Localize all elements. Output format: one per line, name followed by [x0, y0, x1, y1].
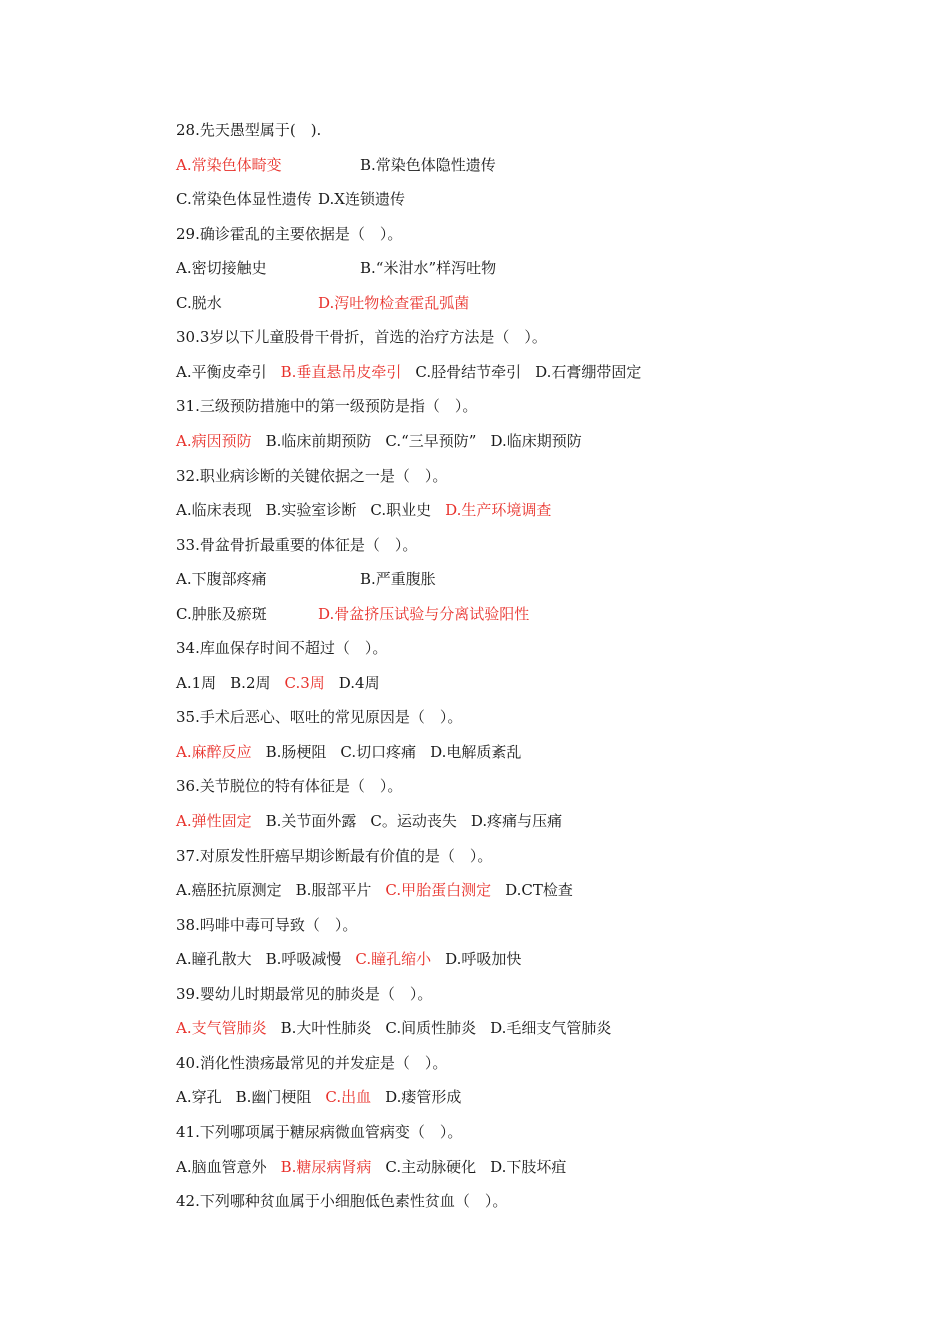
- option-row: [176, 602, 543, 626]
- option: A.平衡皮牵引: [176, 362, 267, 381]
- option-row: [176, 671, 394, 695]
- answer-option: D.生产环境调查: [445, 501, 552, 520]
- option: D.呼吸加快: [445, 950, 522, 969]
- option: A.癌胚抗原测定: [176, 881, 282, 900]
- option: B.服部平片: [295, 881, 372, 900]
- option-row: [176, 947, 535, 971]
- option-row: [176, 1155, 580, 1179]
- answer-option: A.支气管肺炎: [176, 1019, 267, 1038]
- answer-option: B.糖尿病肾病: [280, 1157, 372, 1176]
- answer-option: C.3周: [284, 673, 325, 692]
- option: D.石膏绷带固定: [535, 362, 642, 381]
- option: D.X连锁遗传: [318, 190, 405, 209]
- option: D.临床期预防: [490, 431, 582, 450]
- option: A.瞳孔散大: [176, 950, 252, 969]
- answer-option: A.病因预防: [176, 431, 252, 450]
- option: A.密切接触史: [176, 259, 267, 278]
- question-stem: 39.婴幼儿时期最常见的肺炎是（ ）。: [176, 984, 433, 1003]
- option: B.关节面外露: [265, 812, 357, 830]
- option: C.切口疼痛: [340, 742, 417, 761]
- option: C.职业史: [370, 501, 432, 520]
- question-stem: 40.消化性溃疡最常见的并发症是（ ）。: [176, 1053, 448, 1072]
- option: D.毛细支气管肺炎: [490, 1019, 612, 1038]
- option: C。运动丧失: [370, 812, 457, 830]
- option: C.常染色体显性遗传: [176, 190, 312, 209]
- option-row: [176, 1085, 475, 1109]
- option: B.“米泔水”样泻吐物: [360, 259, 497, 278]
- answer-option: C.出血: [325, 1088, 372, 1107]
- question-stem: 29.确诊霍乱的主要依据是（ ）。: [176, 224, 403, 243]
- answer-option: C.甲胎蛋白测定: [385, 881, 492, 900]
- option: A.临床表现: [176, 501, 252, 520]
- option: C.肿胀及瘀斑: [176, 604, 267, 623]
- option: B.常染色体隐性遗传: [360, 155, 496, 174]
- option: C.脱水: [176, 293, 222, 312]
- option: B.呼吸减慢: [265, 950, 342, 969]
- option: B.肠梗阻: [265, 742, 327, 761]
- option: B.2周: [230, 673, 271, 692]
- option-row: [176, 498, 565, 522]
- option-row: [176, 291, 483, 315]
- answer-option: C.瞳孔缩小: [355, 950, 432, 969]
- option-row: [176, 567, 450, 591]
- question-stem: 33.骨盆骨折最重要的体征是（ ）。: [176, 535, 418, 554]
- question-stem: 41.下列哪项属于糖尿病微血管病变（ ）。: [176, 1122, 463, 1141]
- option-row: [176, 153, 510, 177]
- option: B.大叶性肺炎: [280, 1019, 372, 1038]
- option: B.严重腹胀: [360, 570, 436, 589]
- option-row: [176, 878, 587, 902]
- option: D.疼痛与压痛: [470, 812, 563, 830]
- answer-option: B.垂直悬吊皮牵引: [280, 362, 402, 381]
- option-row: [176, 1016, 625, 1040]
- option: D.CT检查: [505, 881, 573, 900]
- question-stem: 37.对原发性肝癌早期诊断最有价值的是（ ）。: [176, 846, 493, 865]
- answer-option: A.常染色体畸变: [176, 155, 282, 174]
- question-stem: 35.手术后恶心、呕吐的常见原因是（ ）。: [176, 708, 463, 727]
- option-row: [176, 187, 419, 211]
- question-stem: 30.3岁以下儿童股骨干骨折，首选的治疗方法是（ ）。: [176, 328, 547, 347]
- question-stem: 31.三级预防措施中的第一级预防是指（ ）。: [176, 397, 478, 416]
- option: D.瘘管形成: [385, 1088, 462, 1107]
- option: C.间质性肺炎: [385, 1019, 477, 1038]
- option: D.4周: [338, 673, 380, 692]
- question-stem: 32.职业病诊断的关键依据之一是（ ）。: [176, 466, 448, 485]
- option: A.下腹部疼痛: [176, 570, 267, 589]
- option: C.主动脉硬化: [385, 1157, 477, 1176]
- question-stem: 38.吗啡中毒可导致（ ）。: [176, 915, 358, 934]
- option: D.下肢坏疽: [490, 1157, 567, 1176]
- option-row: [176, 360, 655, 384]
- option: C.“三早预防”: [385, 431, 477, 450]
- option: B.幽门梗阻: [235, 1088, 312, 1107]
- answer-option: A.弹性固定: [176, 812, 252, 830]
- question-stem: 34.库血保存时间不超过（ ）。: [176, 639, 388, 658]
- option-row: [176, 429, 596, 453]
- option: B.实验室诊断: [265, 501, 357, 520]
- question-stem: 36.关节脱位的特有体征是（ ）。: [176, 777, 403, 796]
- option-row: [176, 740, 535, 764]
- option: A.1周: [176, 673, 217, 692]
- option: A.脑血管意外: [176, 1157, 267, 1176]
- question-stem: 28.先天愚型属于( ).: [176, 121, 322, 139]
- option: A.穿孔: [176, 1088, 222, 1107]
- answer-option: D.泻吐物检查霍乱弧菌: [318, 293, 470, 312]
- answer-option: D.骨盆挤压试验与分离试验阳性: [318, 604, 530, 623]
- option: B.临床前期预防: [265, 431, 372, 450]
- answer-option: A.麻醉反应: [176, 742, 252, 761]
- option: C.胫骨结节牵引: [415, 362, 522, 381]
- option: D.电解质紊乱: [430, 742, 522, 761]
- option-row: [176, 809, 576, 833]
- option-row: [176, 256, 510, 280]
- question-stem: 42.下列哪种贫血属于小细胞低色素性贫血（ ）。: [176, 1192, 508, 1211]
